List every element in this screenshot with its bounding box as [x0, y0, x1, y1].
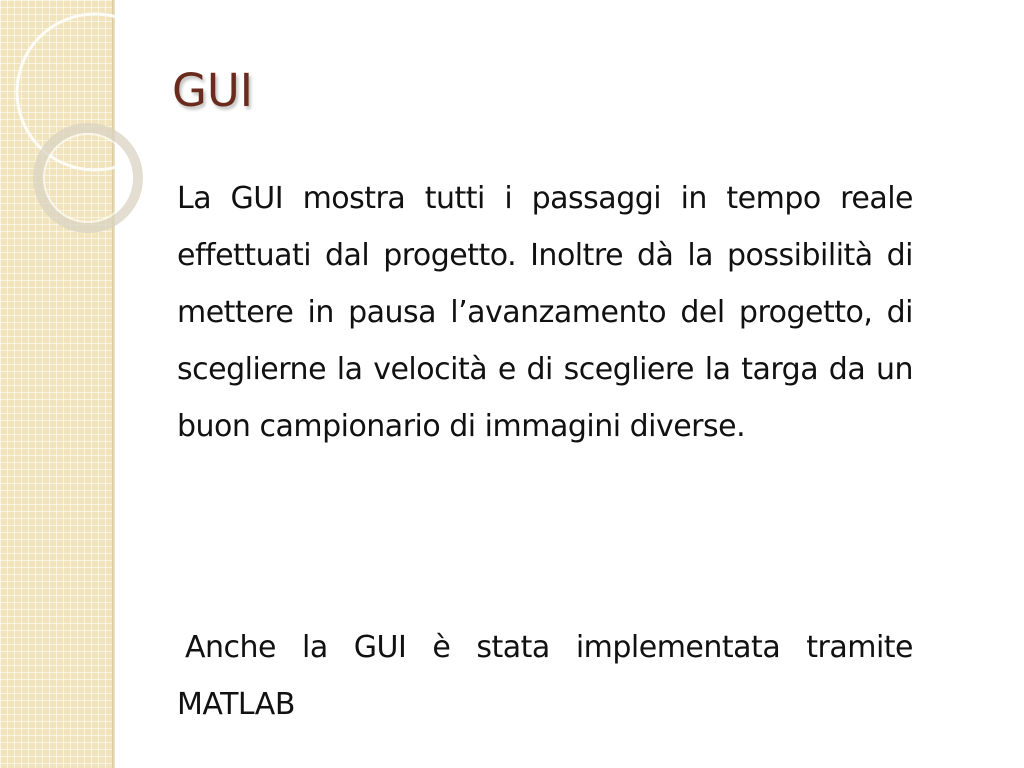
body-paragraph-1: La GUI mostra tutti i passaggi in tempo reale effettuati dal progetto. Inoltre dà la possibilità di mettere in pausa l’avanzamento del progetto, di sceglierne la velocità e di scegliere la targa da un buon campionario di immagini diverse. [177, 181, 913, 444]
body-paragraph-2: Anche la GUI è stata implementata tramite MATLAB [177, 630, 913, 722]
side-band-edge [112, 0, 115, 768]
decorative-side-band [0, 0, 112, 768]
slide-title: GUI [172, 64, 254, 117]
